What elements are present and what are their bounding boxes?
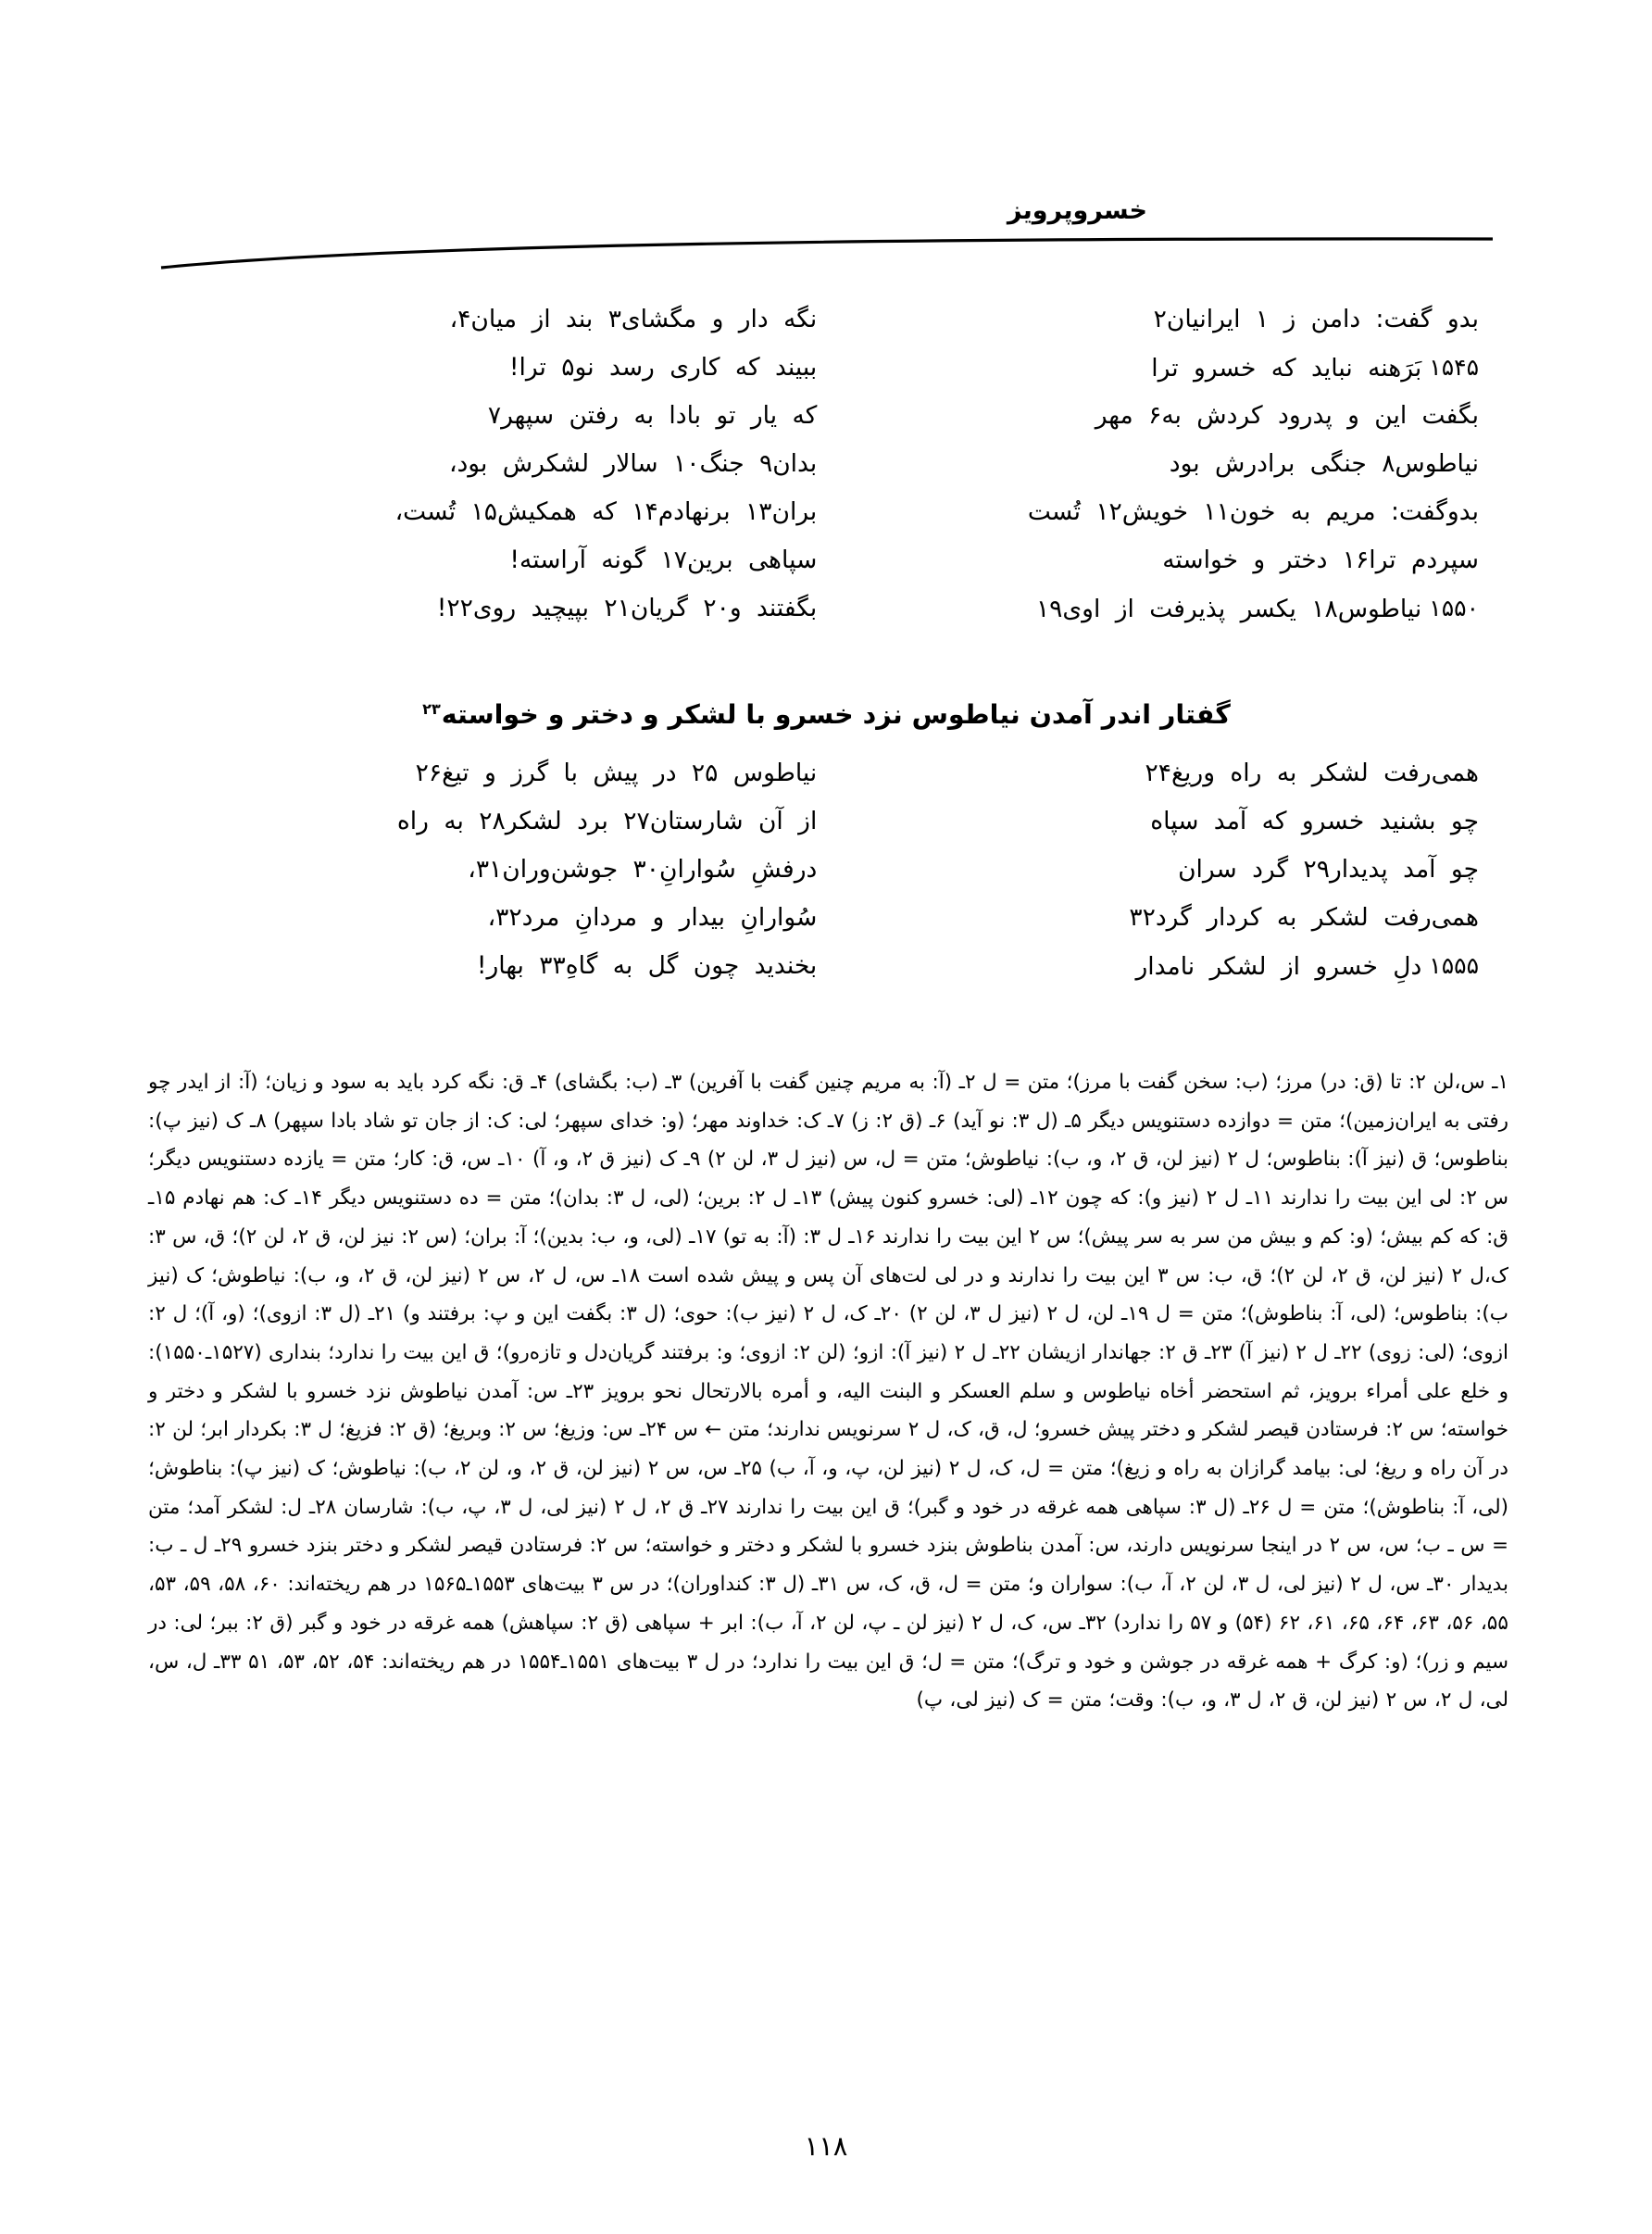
- hemistich-right-text: همی‌رفت لشکر به راه وریغ۲۴: [1145, 759, 1479, 787]
- hemistich-left: [157, 402, 817, 429]
- hemistich-right: [817, 808, 1490, 835]
- verse-number: ۱۵۴۵: [1429, 354, 1479, 381]
- verse-row: [157, 904, 1490, 952]
- hemistich-left-text: سُوارانِ بیدار و مردانِ مرد۳۲،: [487, 903, 818, 932]
- hemistich-left-text: بران۱۳ برنهادم۱۴ که همکیش۱۵ تُست،: [394, 497, 818, 526]
- hemistich-right-text: بدو گفت: دامن ز ۱ ایرانیان۲: [1153, 305, 1479, 333]
- hemistich-left: [157, 546, 817, 573]
- hemistich-right: [817, 306, 1490, 333]
- hemistich-right: [817, 546, 1490, 573]
- hemistich-left: [157, 498, 817, 525]
- verse-block-one: [157, 306, 1490, 643]
- hemistich-left: [157, 306, 817, 333]
- hemistich-right-text: بگفت این و پدرود کردش به۶ مهر: [1095, 401, 1479, 430]
- verse-row: [157, 952, 1490, 1000]
- footnote-apparatus: [148, 1063, 1508, 1720]
- verse-number: ۱۵۵۰: [1429, 595, 1479, 621]
- verse-block-two: [157, 759, 1490, 1000]
- hemistich-left-text: بخندید چون گل به گاهِ۳۳ بهار!: [476, 951, 818, 980]
- verse-row: [157, 759, 1490, 808]
- verse-row: [157, 354, 1490, 402]
- hemistich-left-text: سپاهی برین۱۷ گونه آراسته!: [509, 546, 818, 574]
- verse-row: [157, 808, 1490, 856]
- hemistich-right: [817, 355, 1490, 382]
- hemistich-left: [157, 759, 817, 786]
- section-heading: [0, 699, 1652, 730]
- running-head-title: خسروپرویز: [1007, 196, 1147, 225]
- hemistich-right-text: بدوگفت: مریم به خون۱۱ خویش۱۲ تُست: [1027, 497, 1479, 526]
- hemistich-left: [157, 856, 817, 883]
- hemistich-right-text: نیاطوس۱۸ یکسر پذیرفت از اوی۱۹: [1035, 595, 1422, 623]
- hemistich-right: [817, 450, 1490, 477]
- verse-row: [157, 546, 1490, 595]
- verse-row: [157, 595, 1490, 643]
- hemistich-left-text: بدان۹ جنگ۱۰ سالار لشکرش بود،: [448, 449, 818, 478]
- verse-number: ۱۵۵۵: [1429, 952, 1479, 979]
- hemistich-right-text: همی‌رفت لشکر به کردار گرد۳۲: [1129, 903, 1479, 932]
- hemistich-left: [157, 595, 817, 621]
- hemistich-right-text: دلِ خسرو از لشکر نامدار: [1135, 952, 1422, 981]
- hemistich-left: [157, 808, 817, 835]
- verse-row: [157, 856, 1490, 904]
- hemistich-right: [817, 953, 1490, 980]
- hemistich-right: [817, 402, 1490, 429]
- hemistich-left-text: ببیند که کاری رسد نو۵ ترا!: [508, 353, 818, 382]
- section-heading-text: گفتار اندر آمدن نیاطوس نزد خسرو با لشکر و دختر و خواسته: [441, 699, 1231, 730]
- verse-row: [157, 498, 1490, 546]
- hemistich-right-text: سپردم ترا۱۶ دختر و خواسته: [1162, 546, 1479, 574]
- hemistich-left-text: درفشِ سُوارانِ۳۰ جوشن‌وران۳۱،: [468, 855, 818, 884]
- page-number: ۱۱۸: [804, 2130, 848, 2162]
- hemistich-right-text: چو بشنید خسرو که آمد سپاه: [1150, 807, 1479, 835]
- hemistich-left-text: نیاطوس ۲۵ در پیش با گرز و تیغ۲۶: [415, 759, 818, 787]
- header-rule-decoration: [159, 236, 1495, 273]
- hemistich-right: [817, 904, 1490, 931]
- footnote-paragraph: ۱ـ س،لن ۲: تا (ق: در) مرز؛ (ب: سخن گفت با مرز)؛ متن = ل ۲ـ (آ: به مریم چنین گفت با آفرین) ۳ـ (ب: بگشای) ۴ـ ق: نگه کرد باید به سود و زیان؛ (آ: از ایدر چو رفتی به ایران‌زمین)؛ متن = دوازده دستنویس دیگر ۵ـ (ل ۳: نو آید) ۶ـ (ق ۲: ز) ۷ـ ک: خداوند مهر؛ (و: خدای سپهر؛ لی: ک: از جان تو شاد بادا سپهر) ۸ـ ک (نیز پ): بناطوس؛ ق (نیز آ): بناطوس؛ ل ۲ (نیز لن، ق ۲، و، ب): نیاطوش؛ متن = ل، س (نیز ل ۳، لن ۲) ۹ـ ک (نیز ق ۲، و، آ) ۱۰ـ س، ق: کار؛ متن = یازده دستنویس دیگر؛ س ۲: لی این بیت را ندارند ۱۱ـ ل ۲ (نیز و): که چون ۱۲ـ (لی: خسرو کنون پیش) ۱۳ـ ل ۲: برین؛ (لی، ل ۳: بدان)؛ متن = ده دستنویس دیگر ۱۴ـ ک: هم نهادم ۱۵ـ ق: که کم بیش؛ (و: کم و بیش من سر به سر پیش)؛ س ۲ این بیت را ندارند ۱۶ـ ل ۳: (آ: به تو) ۱۷ـ (لی، و، ب: بدین)؛ آ: بران؛ (س ۲: نیز لن، ق ۲، لن ۲)؛ ق، س ۳: ک،ل ۲ (نیز لن، ق ۲، لن ۲)؛ ق، ب: س ۳ این بیت را ندارند و در لی لت‌های آن پس و پیش شده است ۱۸ـ س، ل ۲، س ۲ (نیز لن، ق ۲، و، ب): نیاطوش؛ ک (نیز ب): بناطوس؛ (لی، آ: بناطوش)؛ متن = ل ۱۹ـ لن، ل ۲ (نیز ل ۳، لن ۲) ۲۰ـ ک، ل ۲ (نیز ب): حوی؛ (ل ۳: بگفت این و پ: برفتند و) ۲۱ـ (ل ۳: ازوی)؛ (و، آ)؛ ل ۲: ازوی؛ (لی: زوی) ۲۲ـ ل ۲ (نیز آ) ۲۳ـ ق ۲: جهاندار ازیشان ۲۲ـ ل ۲ (نیز آ): ازو؛ (لن ۲: ازوی؛ و: برفتند گریان‌دل و تازه‌رو)؛ ق این بیت را ندارد؛ بنداری (۱۵۲۷ـ۱۵۵۰): و خلع علی أمراء برویز، ثم استحضر أخاه نیاطوس و سلم العسکر و البنت الیه، و أمره بالارتحال نحو برویز ۲۳ـ س: آمدن نیاطوش نزد خسرو با لشکر و دختر و خواسته؛ س ۲: فرستادن قیصر لشکر و دختر پیش خسرو؛ ل، ق، ک، ل ۲ سرنویس ندارند؛ متن ← س ۲۴ـ س: وزیغ؛ س ۲: وبریغ؛ (ق ۲: فزیغ؛ ل ۳: بکردار ابر؛ لن ۲: در آن راه و ریغ؛ لی: بیامد گرازان به راه و زیغ)؛ متن = ل، ک، ل ۲ (نیز لن، پ، و، آ، ب) ۲۵ـ س، س ۲ (نیز لن، ق ۲، و، لن ۲، ب): نیاطوش؛ ک (نیز پ): بناطوش؛ (لی، آ: بناطوش)؛ متن = ل ۲۶ـ (ل ۳: سپاهی همه غرقه در خود و گبر)؛ ق این بیت را ندارند ۲۷ـ ق ۲، ل ۲ (نیز لی، ل ۳، پ، ب): شارسان ۲۸ـ ل: لشکر آمد؛ متن = س ـ ب؛ س، س ۲ در اینجا سرنویس دارند، س: آمدن بناطوش بنزد خسرو با لشکر و دختر و خواسته؛ س ۲: فرستادن قیصر لشکر و دختر بنزد خسرو ۲۹ـ ل ـ ب: بدیدار ۳۰ـ س، ل ۲ (نیز لی، ل ۳، لن ۲، آ، ب): سواران و؛ متن = ل، ق، ک، س ۳۱ـ (ل ۳: کنداوران)؛ در س ۳ بیت‌های ۱۵۵۳ـ۱۵۶۵ در هم ریخته‌اند: ۶۰، ۵۸، ۵۹، ۵۳، ۵۵، ۵۶، ۶۳، ۶۴، ۶۵، ۶۱، ۶۲ (۵۴) و ۵۷ را ندارد) ۳۲ـ س، ک، ل ۲ (نیز لن ـ پ، لن ۲، آ، ب): ابر + سپاهی (ق ۲: سپاهش) همه غرقه در خود و گبر (ق ۲: ببر؛ لی: در سیم و زر)؛ (و: کرگ + همه غرقه در جوشن و خود و ترگ)؛ متن = ل؛ ق این بیت را ندارد؛ در ل ۳ بیت‌های ۱۵۵۱ـ۱۵۵۴ در هم ریخته‌اند: ۵۴، ۵۲، ۵۳، ۵۱ ۳۳ـ ل، س، لی، ل ۲، س ۲ (نیز لن، ق ۲، ل ۳، و، ب): وقت؛ متن = ک (نیز لی، پ): [148, 1071, 1509, 1713]
- hemistich-left: [157, 904, 817, 931]
- hemistich-right: [817, 856, 1490, 883]
- hemistich-right: [817, 498, 1490, 525]
- hemistich-left-text: نگه دار و مگشای۳ بند از میان۴،: [449, 305, 818, 333]
- hemistich-left-text: بگفتند و۲۰ گریان۲۱ بپیچید روی۲۲!: [436, 594, 818, 622]
- hemistich-right: [817, 596, 1490, 622]
- hemistich-left-text: از آن شارستان۲۷ برد لشکر۲۸ به راه: [396, 807, 818, 835]
- hemistich-left: [157, 354, 817, 381]
- hemistich-right-text: چو آمد پدیدار۲۹ گرد سران: [1178, 855, 1479, 884]
- hemistich-right: [817, 759, 1490, 786]
- hemistich-left: [157, 450, 817, 477]
- hemistich-right-text: نیاطوس۸ جنگی برادرش بود: [1169, 449, 1479, 478]
- hemistich-right-text: بَرَهنه نباید که خسرو ترا: [1151, 354, 1422, 383]
- hemistich-left: [157, 952, 817, 979]
- section-heading-footnote-marker: ۲۳: [422, 699, 441, 718]
- verse-row: [157, 450, 1490, 498]
- verse-row: [157, 306, 1490, 354]
- hemistich-left-text: که یار تو بادا به رفتن سپهر۷: [487, 401, 818, 430]
- verse-row: [157, 402, 1490, 450]
